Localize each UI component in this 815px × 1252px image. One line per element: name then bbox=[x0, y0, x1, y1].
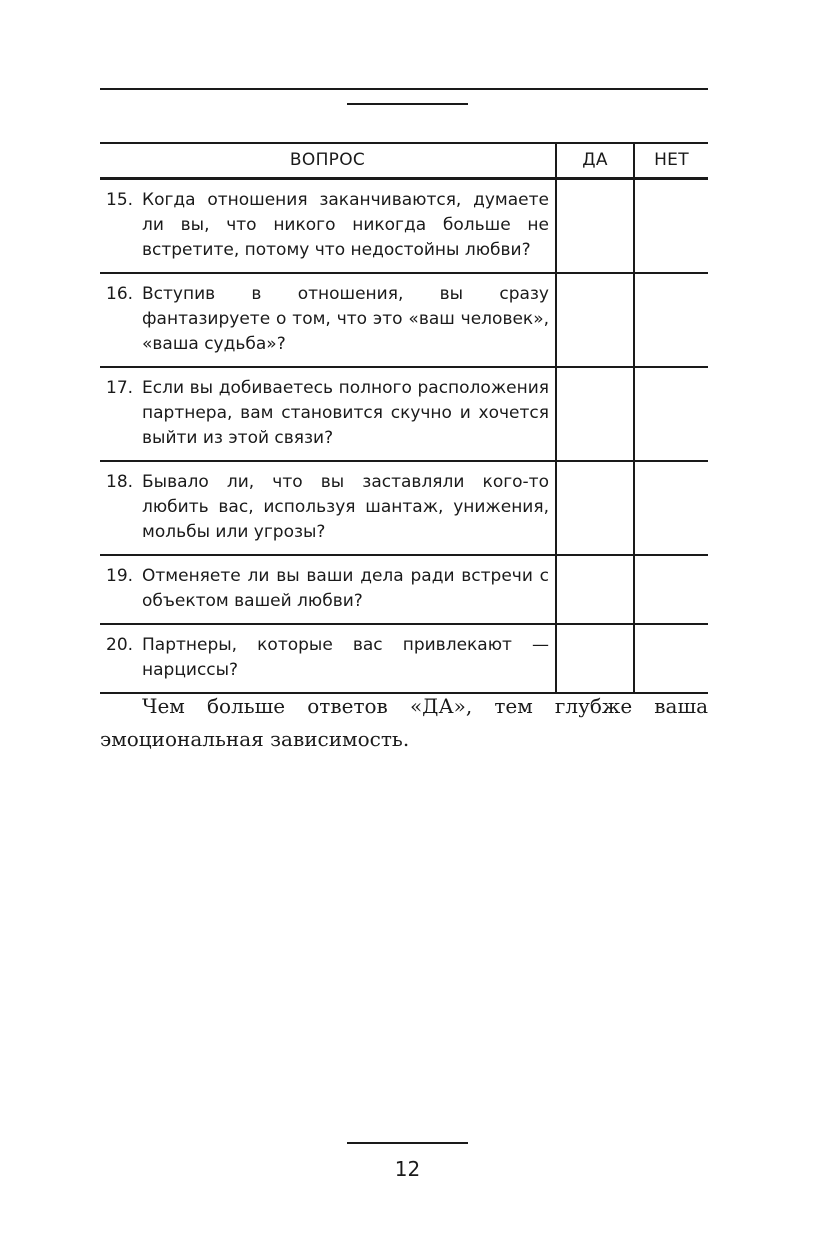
conclusion-paragraph: Чем больше ответов «ДА», тем глубже ваша эмоциональная зависимость. bbox=[100, 694, 708, 751]
header-yes: ДА bbox=[556, 143, 634, 179]
no-answer-cell[interactable] bbox=[634, 624, 708, 693]
yes-answer-cell[interactable] bbox=[556, 273, 634, 367]
no-answer-cell[interactable] bbox=[634, 367, 708, 461]
question-number: 19. bbox=[106, 566, 134, 586]
yes-answer-cell[interactable] bbox=[556, 179, 634, 274]
question-text: Когда отношения заканчиваются, думаете ли вы, что никого никогда больше не встретите, потому что недостойны любви? bbox=[142, 190, 549, 260]
page-number: 12 bbox=[394, 1157, 421, 1181]
question-cell bbox=[100, 624, 556, 693]
header-no: НЕТ bbox=[634, 143, 708, 179]
questionnaire-table bbox=[100, 142, 708, 694]
question-text: Отменяете ли вы ваши дела ради встречи с объектом вашей любви? bbox=[142, 566, 549, 611]
no-answer-cell[interactable] bbox=[634, 555, 708, 624]
question-cell bbox=[100, 273, 556, 367]
question-number: 18. bbox=[106, 472, 134, 492]
yes-answer-cell[interactable] bbox=[556, 555, 634, 624]
top-rule bbox=[100, 88, 708, 90]
question-number: 20. bbox=[106, 635, 134, 655]
table-row bbox=[100, 624, 708, 693]
header-question: ВОПРОС bbox=[100, 143, 556, 179]
no-answer-cell[interactable] bbox=[634, 179, 708, 274]
yes-answer-cell[interactable] bbox=[556, 461, 634, 555]
table-row bbox=[100, 367, 708, 461]
question-number: 16. bbox=[106, 284, 134, 304]
table-row bbox=[100, 555, 708, 624]
no-answer-cell[interactable] bbox=[634, 273, 708, 367]
question-cell bbox=[100, 179, 556, 274]
question-text: Если вы добиваетесь полного расположения партнера, вам становится скучно и хочется выйти из этой связи? bbox=[142, 378, 549, 448]
table-header-row bbox=[100, 143, 708, 179]
bottom-short-rule bbox=[347, 1142, 468, 1144]
table-row bbox=[100, 179, 708, 274]
yes-answer-cell[interactable] bbox=[556, 367, 634, 461]
top-short-rule bbox=[347, 103, 468, 105]
question-text: Партнеры, которые вас привлекают — нарциссы? bbox=[142, 635, 549, 680]
question-text: Бывало ли, что вы заставляли кого-то любить вас, используя шантаж, унижения, мольбы или угрозы? bbox=[142, 472, 549, 542]
table-row bbox=[100, 273, 708, 367]
question-cell bbox=[100, 461, 556, 555]
question-number: 15. bbox=[106, 190, 134, 210]
no-answer-cell[interactable] bbox=[634, 461, 708, 555]
question-text: Вступив в отношения, вы сразу фантазируете о том, что это «ваш человек», «ваша судьба»? bbox=[142, 284, 549, 354]
question-number: 17. bbox=[106, 378, 134, 398]
question-cell bbox=[100, 555, 556, 624]
question-cell bbox=[100, 367, 556, 461]
table-row bbox=[100, 461, 708, 555]
yes-answer-cell[interactable] bbox=[556, 624, 634, 693]
